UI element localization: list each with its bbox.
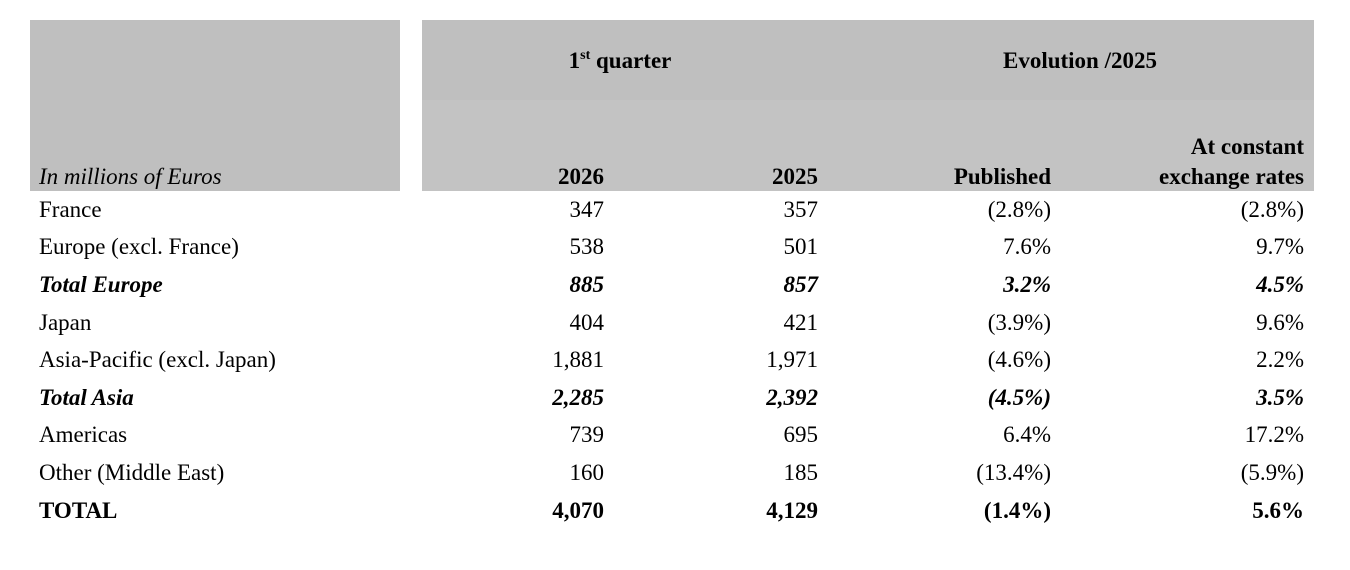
row-label: Total Europe [39,272,163,297]
cell-2025: 4,129 [766,498,818,523]
cell-published: (2.8%) [987,197,1051,222]
cell-constant: 3.5% [1256,385,1304,410]
cell-published: (13.4%) [976,460,1051,485]
col-header-constant-line1: At constant [1190,134,1304,159]
cell-published: (4.5%) [987,385,1051,410]
cell-2025: 357 [783,197,818,222]
cell-published: 6.4% [1003,422,1051,447]
cell-2026: 885 [569,272,604,297]
cell-constant: 5.6% [1252,498,1304,523]
cell-2026: 1,881 [552,347,604,372]
col-header-published: Published [953,164,1051,189]
row-label: Europe (excl. France) [39,234,239,259]
cell-published: (4.6%) [987,347,1051,372]
cell-2025: 695 [783,422,818,447]
row-label: France [39,197,102,222]
col-header-2025: 2025 [772,164,818,189]
cell-published: 7.6% [1003,234,1051,259]
cell-constant: 2.2% [1256,347,1304,372]
row-label: Total Asia [39,385,134,410]
col-header-constant-line2: exchange rates [1159,164,1304,189]
cell-constant: 9.7% [1256,234,1304,259]
cell-published: (3.9%) [987,310,1051,335]
unit-label: In millions of Euros [39,164,222,189]
row-label: Americas [39,422,128,447]
group-header-evolution: Evolution /2025 [1002,48,1157,73]
cell-2026: 538 [569,234,604,259]
cell-constant: 4.5% [1256,272,1304,297]
group-header-first-quarter: 1st quarter [568,48,672,73]
cell-2025: 857 [783,272,818,297]
cell-2025: 1,971 [766,347,818,372]
row-label: Japan [39,310,92,335]
cell-2025: 2,392 [766,385,818,410]
cell-2026: 404 [569,310,604,335]
cell-constant: (2.8%) [1240,197,1304,222]
cell-constant: (5.9%) [1240,460,1304,485]
col-header-2026: 2026 [558,164,604,189]
cell-2026: 347 [569,197,604,222]
cell-2025: 421 [783,310,818,335]
cell-2026: 4,070 [552,498,604,523]
cell-2026: 739 [569,422,604,447]
cell-2025: 501 [783,234,818,259]
cell-constant: 17.2% [1244,422,1304,447]
cell-published: (1.4%) [983,498,1051,523]
cell-constant: 9.6% [1256,310,1304,335]
row-label: TOTAL [39,498,118,523]
cell-2026: 2,285 [552,385,604,410]
row-label: Asia-Pacific (excl. Japan) [39,347,276,372]
cell-2026: 160 [569,460,604,485]
cell-published: 3.2% [1003,272,1051,297]
row-label: Other (Middle East) [39,460,225,485]
cell-2025: 185 [783,460,818,485]
